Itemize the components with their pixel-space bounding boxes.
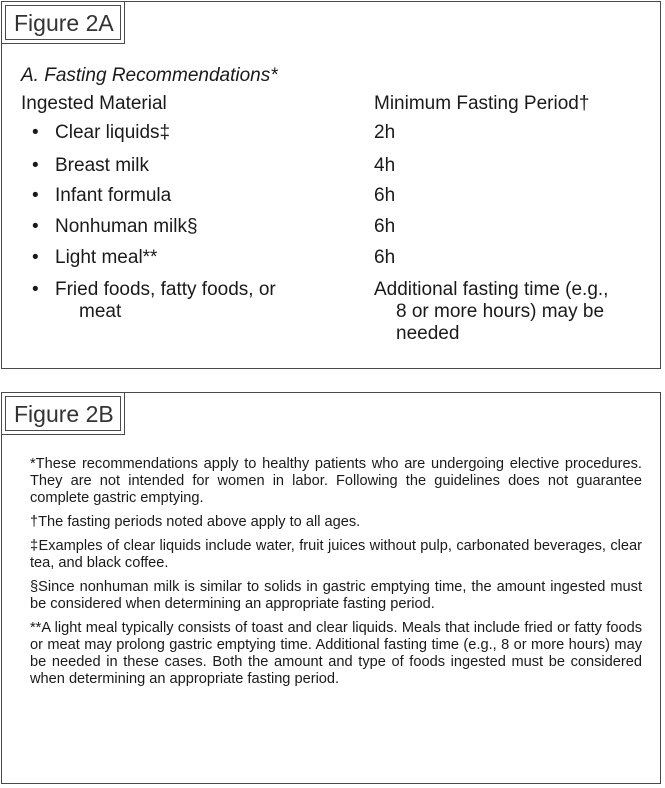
figure-2b-panel bbox=[1, 392, 661, 784]
period-cell: 2h bbox=[374, 122, 396, 143]
material-cell: Clear liquids‡ bbox=[55, 122, 171, 143]
material-cell bbox=[55, 279, 355, 323]
footnote-asterisk: *These recommendations apply to healthy patients who are undergoing elective procedures. They are not intended for women in labor. Following the guidelines does not guarantee complete gastric emptying. bbox=[30, 456, 642, 506]
bullet-icon: • bbox=[32, 122, 39, 143]
footnotes bbox=[30, 456, 642, 695]
fasting-recommendations-heading: A. Fasting Recommendations* bbox=[21, 65, 278, 86]
material-cell: Light meal** bbox=[55, 247, 158, 268]
period-cell: 4h bbox=[374, 155, 396, 176]
footnote-double-dagger: ‡Examples of clear liquids include water, fruit juices without pulp, carbonated beverages, clear tea, and black coffee. bbox=[30, 538, 642, 571]
period-line: Additional fasting time (e.g., bbox=[374, 279, 609, 300]
period-line: 8 or more hours) may be bbox=[396, 301, 605, 322]
material-cell: Infant formula bbox=[55, 185, 172, 206]
footnote-double-asterisk: **A light meal typically consists of toast and clear liquids. Meals that include fried or fatty foods or meat may prolong gastric emptying time. Additional fasting time (e.g., 8 or more hours) may be needed in these cases. Both the amount and type of foods ingested must be considered when determining an appropriate fasting period. bbox=[30, 620, 642, 687]
period-cell bbox=[374, 279, 664, 345]
period-cell: 6h bbox=[374, 185, 396, 206]
figure-2b-label: Figure 2B bbox=[2, 393, 125, 435]
bullet-icon: • bbox=[32, 247, 39, 268]
material-line: meat bbox=[79, 301, 122, 322]
figure-2a-label: Figure 2A bbox=[2, 2, 125, 44]
footnote-section: §Since nonhuman milk is similar to solids in gastric emptying time, the amount ingested must be considered when determining an appropriate fasting period. bbox=[30, 579, 642, 612]
ingested-material-header: Ingested Material bbox=[21, 93, 167, 114]
period-cell: 6h bbox=[374, 216, 396, 237]
material-line: Fried foods, fatty foods, or bbox=[55, 279, 276, 300]
period-line: needed bbox=[396, 323, 460, 344]
material-cell: Breast milk bbox=[55, 155, 149, 176]
bullet-icon: • bbox=[32, 185, 39, 206]
bullet-icon: • bbox=[32, 279, 39, 300]
bullet-icon: • bbox=[32, 155, 39, 176]
figure-2a-panel bbox=[1, 1, 661, 369]
minimum-fasting-period-header: Minimum Fasting Period† bbox=[374, 93, 590, 114]
footnote-dagger: †The fasting periods noted above apply to all ages. bbox=[30, 514, 361, 530]
period-cell: 6h bbox=[374, 247, 396, 268]
bullet-icon: • bbox=[32, 216, 39, 237]
material-cell: Nonhuman milk§ bbox=[55, 216, 198, 237]
